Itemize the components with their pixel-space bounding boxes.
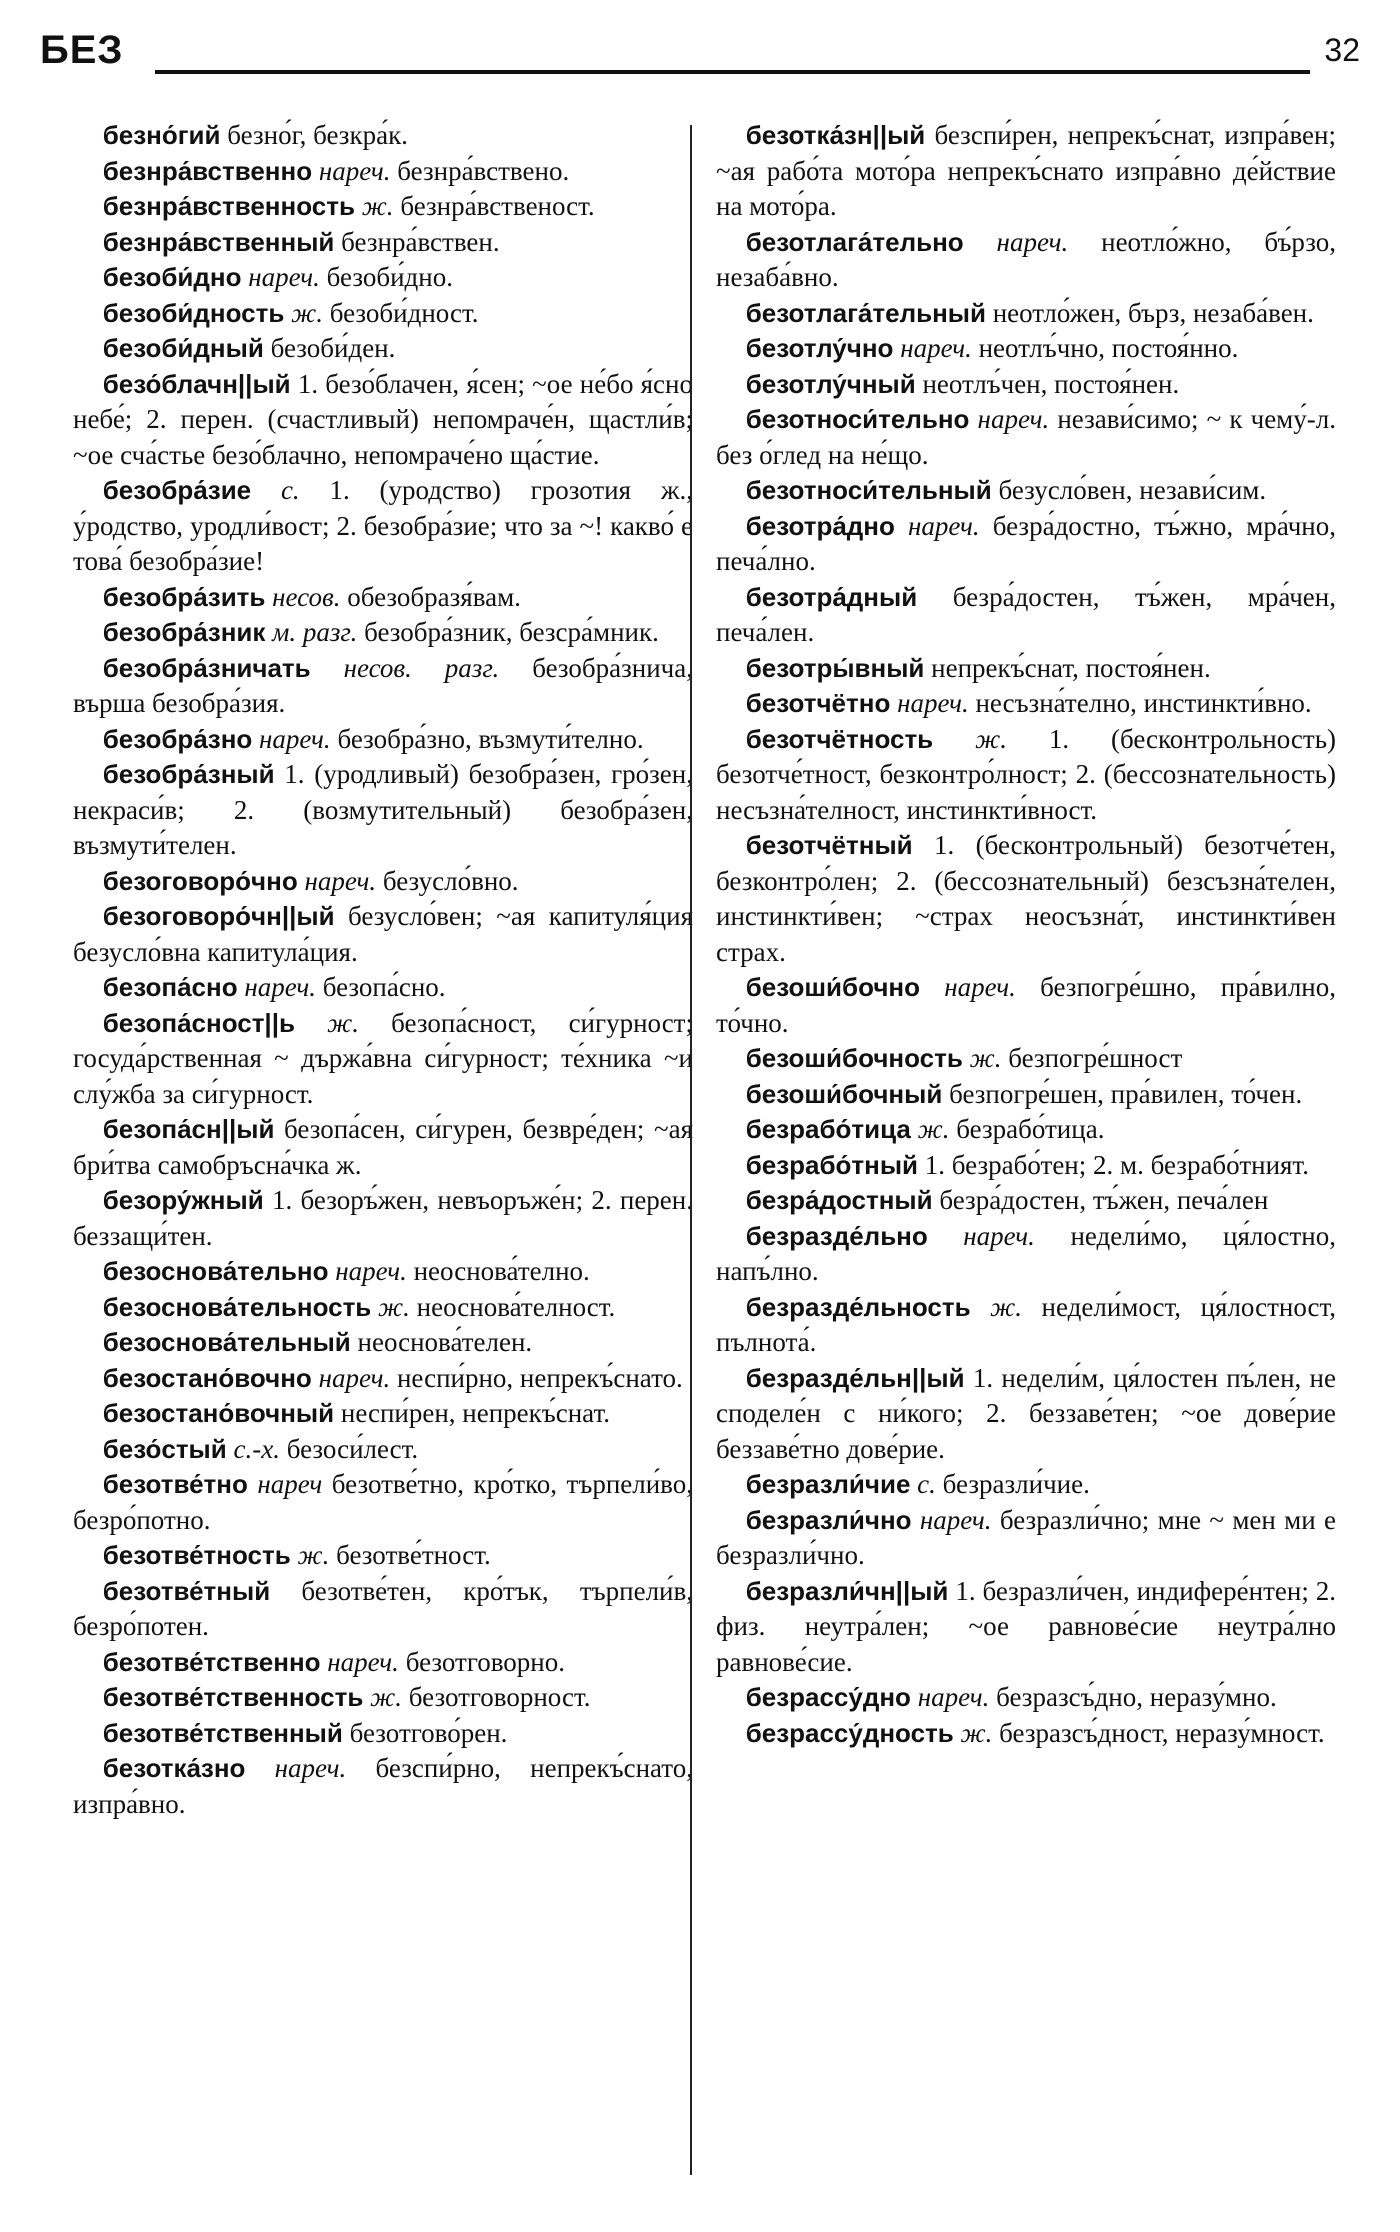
grammar-label: нареч. — [893, 333, 972, 363]
headword: безотве́тный — [102, 1575, 271, 1606]
dictionary-entry — [716, 1148, 1336, 1184]
grammar-label: нареч. — [245, 1753, 347, 1783]
dictionary-entry — [716, 1503, 1336, 1574]
definition: безспи́рно, непрекъ́снато, изпра́вно. — [73, 1753, 693, 1819]
definition: безразли́чие. — [935, 1469, 1090, 1499]
headword: безнра́вственный — [102, 226, 335, 257]
dictionary-entry — [73, 1645, 693, 1681]
definition: безобра́зник, безсра́мник. — [357, 617, 659, 647]
headword: безобра́зный — [102, 759, 275, 789]
definition: безно́г, безкра́к. — [220, 120, 408, 150]
page-number: 32 — [1324, 32, 1360, 68]
headword: безразде́льность — [745, 1291, 971, 1322]
definition: безотве́тен, кро́тък, търпели́в, безро́потен. — [73, 1575, 693, 1641]
definition: неспи́рно, непрекъ́снато. — [390, 1362, 683, 1393]
definition: безопа́сен, си́гурен, безвре́ден; ~ая бри́тва самобръсна́чка ж. — [73, 1114, 693, 1180]
dictionary-entry — [716, 1077, 1336, 1113]
definition: безоби́ден. — [263, 333, 396, 363]
grammar-label: нареч. — [252, 723, 331, 754]
headword: безору́жный — [102, 1185, 264, 1215]
headword: безотноси́тельный — [745, 475, 992, 505]
definition: неоснова́телно. — [406, 1256, 590, 1286]
definition: безрабо́тица. — [949, 1114, 1105, 1144]
dictionary-entry — [73, 296, 693, 332]
definition: 1. (бесконтрольный) безотче́тен, безконтро́лен; 2. (бессознательный) безсъзна́телен, инстинкти́вен; ~страх неосъзна́т, инстинкти́вен страх. — [716, 830, 1336, 967]
definition: 1. недели́м, ця́лостен пъ́лен, не споделе́н с ни́кого; 2. беззаве́тен; ~ое дове́рие беззаве́тно дове́рие. — [716, 1362, 1336, 1464]
grammar-label: несов. — [265, 581, 341, 612]
headword: безотлага́тельный — [745, 297, 986, 328]
headword: безобра́зник — [102, 617, 266, 647]
definition: недели́мо, ця́лостно, напъ́лно. — [716, 1220, 1337, 1286]
definition: неоснова́телност. — [409, 1291, 616, 1322]
headword: безотчётный — [745, 830, 913, 860]
header-rule — [155, 70, 1310, 74]
definition: 1. безрабо́тен; 2. м. безрабо́тният. — [918, 1149, 1309, 1180]
definition: безотве́тност. — [329, 1540, 491, 1570]
dictionary-entry — [73, 118, 693, 154]
headword: безнра́вственно — [102, 155, 313, 186]
headword: безоби́дный — [102, 333, 264, 363]
grammar-label: м. разг. — [265, 617, 358, 647]
headword: безра́достный — [745, 1185, 933, 1215]
dictionary-entry — [73, 1361, 693, 1397]
headword: безнра́вственность — [102, 191, 355, 221]
dictionary-entry — [716, 1183, 1336, 1219]
dictionary-entry — [716, 1574, 1336, 1681]
column-divider — [690, 125, 692, 2175]
definition: безнра́вственост. — [393, 191, 595, 221]
headword: безрассу́дность — [745, 1717, 954, 1748]
dictionary-entry — [716, 367, 1336, 403]
dictionary-entry — [716, 1361, 1336, 1468]
dictionary-entry — [73, 580, 693, 616]
definition: безра́достен, тъ́жен, печа́лен — [932, 1185, 1269, 1215]
dictionary-entry — [716, 828, 1336, 970]
definition: незави́симо; ~ к чему́-л. без о́глед на не́що. — [716, 404, 1336, 470]
dictionary-entry — [716, 509, 1336, 580]
dictionary-entry — [716, 1467, 1336, 1503]
grammar-label: нареч. — [241, 262, 320, 292]
definition: 1. безо́блачен, я́сен; ~ое не́бо я́сно небе́; 2. перен. (счастливый) непомраче́н, щастли́в; ~ое сча́стье безо́блачно, непомраче́но ща́стие. — [73, 368, 693, 470]
dictionary-entry — [73, 722, 693, 758]
grammar-label: ж. — [962, 1043, 1002, 1073]
headword: безотве́тно — [102, 1469, 248, 1499]
definition: неотло́жен, бърз, незаба́вен. — [985, 297, 1314, 328]
definition: безнра́вствен. — [334, 226, 500, 257]
dictionary-entry — [716, 118, 1336, 225]
grammar-label: нареч. — [894, 510, 980, 541]
page-header — [40, 24, 1360, 84]
dictionary-entry — [73, 1006, 693, 1113]
dictionary-entry — [716, 473, 1336, 509]
definition: безусло́вен; ~ая капитуля́ция безусло́вна капитула́ция. — [73, 901, 693, 967]
headword: безо́стый — [102, 1433, 227, 1464]
dictionary-entry — [716, 651, 1336, 687]
definition: безпогре́шност — [1001, 1043, 1183, 1073]
headword: безобра́зить — [102, 581, 266, 612]
dictionary-entry — [73, 1396, 693, 1432]
dictionary-entry — [73, 189, 693, 225]
definition: безра́достно, тъ́жно, мра́чно, печа́лно. — [716, 510, 1337, 576]
dictionary-entry — [716, 296, 1336, 332]
definition: безпогре́шен, пра́вилен, то́чен. — [942, 1078, 1303, 1109]
grammar-label: нареч. — [311, 1362, 391, 1393]
headword: безотчётность — [745, 723, 934, 754]
dictionary-entry — [73, 1574, 693, 1645]
headword: безоговоро́чно — [102, 865, 298, 896]
dictionary-entry — [716, 580, 1336, 651]
dictionary-entry — [73, 367, 693, 474]
dictionary-entry — [716, 1290, 1336, 1361]
headword: безотлага́тельно — [745, 226, 964, 257]
dictionary-entry — [73, 1467, 693, 1538]
headword: безоснова́тельность — [102, 1291, 372, 1322]
definition: несъзна́телно, инстинкти́вно. — [968, 688, 1312, 718]
definition: безспи́рен, непрекъ́снат, изпра́вен; ~ая рабо́та мото́ра непрекъ́снато изпра́вно де́йствие на мото́ра. — [716, 120, 1336, 221]
definition: безобра́знича, върша безобра́зия. — [73, 652, 693, 718]
grammar-label: ж. — [290, 1540, 330, 1570]
grammar-label: нареч. — [927, 1220, 1035, 1251]
headword: безразли́чно — [745, 1504, 912, 1535]
headword: безразде́льно — [745, 1220, 928, 1251]
dictionary-entry — [73, 154, 693, 190]
headword: безобра́зие — [102, 475, 252, 505]
grammar-label: ж. — [371, 1291, 410, 1322]
headword: безразли́чн||ый — [745, 1575, 949, 1606]
headword: безотчётно — [745, 688, 891, 718]
definition: безра́достен, тъ́жен, мра́чен, печа́лен. — [716, 581, 1336, 647]
dictionary-entry — [73, 651, 693, 722]
headword: безразли́чие — [745, 1469, 911, 1499]
dictionary-entry — [73, 1432, 693, 1468]
headword: безотлу́чно — [745, 333, 894, 363]
grammar-label: нареч. — [920, 972, 1016, 1002]
definition: безнра́вствено. — [390, 155, 570, 186]
definition: 1. безразли́чен, индифере́нтен; 2. физ. неутра́лен; ~ое равнове́сие неутра́лно равнове́сие. — [716, 1575, 1336, 1677]
definition: 1. безоръ́жен, невъоръже́н; 2. перен. беззащи́тен. — [73, 1185, 693, 1251]
definition: неоснова́телен. — [350, 1327, 533, 1357]
headword: безопа́сн||ый — [102, 1114, 275, 1144]
definition: безусло́вен, незави́сим. — [991, 475, 1267, 505]
headword: безотка́зно — [102, 1753, 246, 1783]
dictionary-entry — [716, 1219, 1336, 1290]
definition: безобра́зно, възмути́телно. — [330, 723, 644, 754]
grammar-label: с. — [910, 1469, 936, 1499]
definition: неотлъ́чен, постоя́нен. — [915, 368, 1180, 399]
headword: безотры́вный — [745, 652, 925, 683]
grammar-label: нареч. — [969, 404, 1050, 434]
dictionary-entry — [716, 1680, 1336, 1716]
headword: безоши́бочность — [745, 1043, 963, 1073]
dictionary-entry — [73, 615, 693, 651]
dictionary-entry — [73, 473, 693, 580]
definition: безоси́лест. — [279, 1433, 419, 1464]
definition: безопа́сно. — [315, 972, 446, 1002]
dictionary-entry — [716, 1716, 1336, 1752]
headword: безно́гий — [102, 120, 221, 150]
definition: безоби́дно. — [319, 262, 453, 292]
headword: безостано́вочный — [102, 1398, 335, 1428]
dictionary-entry — [73, 1254, 693, 1290]
definition: безопа́сност, си́гурност; госуда́рственная ~ държа́вна си́гурност; те́хника ~и слу́жба за си́гурност. — [73, 1007, 693, 1109]
grammar-label: нареч. — [890, 688, 969, 718]
definition: безразсъ́дно, неразу́мно. — [989, 1682, 1277, 1712]
dictionary-entry — [73, 1112, 693, 1183]
dictionary-entry — [73, 1290, 693, 1326]
definition: безразсъ́дност, неразу́мност. — [992, 1717, 1325, 1748]
definition: безоби́дност. — [322, 297, 479, 328]
dictionary-entry — [73, 757, 693, 864]
grammar-label: с. — [251, 475, 300, 505]
dictionary-entry — [73, 899, 693, 970]
headword: безоби́дность — [102, 297, 285, 328]
definition: безотгово́рен. — [342, 1717, 508, 1748]
headword: безоши́бочно — [745, 972, 920, 1002]
right-column — [716, 118, 1336, 1751]
grammar-label: нареч. — [911, 1504, 992, 1535]
grammar-label: ж. — [284, 297, 323, 328]
dictionary-entry — [716, 970, 1336, 1041]
grammar-label: ж. — [363, 1682, 402, 1712]
dictionary-entry — [73, 331, 693, 367]
headword: безоби́дно — [102, 262, 242, 292]
headword: безостано́вочно — [102, 1362, 312, 1393]
headword: безотра́дно — [745, 510, 895, 541]
headword: безрассу́дно — [745, 1682, 911, 1712]
headword: безотноси́тельно — [745, 404, 970, 434]
left-column — [73, 118, 693, 1822]
headword: безотве́тность — [102, 1540, 291, 1570]
definition: 1. (уродство) грозотия ж., у́родство, уродли́вост; 2. безобра́зие; что за ~! какво́ е това́ безобра́зие! — [73, 475, 693, 576]
dictionary-entry — [716, 686, 1336, 722]
grammar-label: нареч. — [297, 865, 377, 896]
definition: безпогре́шно, пра́вилно, то́чно. — [716, 972, 1336, 1038]
headword: безоши́бочный — [745, 1078, 943, 1109]
definition: неспи́рен, непрекъ́снат. — [334, 1398, 610, 1428]
headword: безобра́зно — [102, 723, 253, 754]
grammar-label: с.-х. — [226, 1433, 280, 1464]
definition: 1. (уродливый) безобра́зен, гро́зен, некраси́в; 2. (возмутительный) безобра́зен, възмути́телен. — [73, 759, 693, 860]
definition: безотговорно. — [398, 1646, 565, 1677]
headword: безоснова́тельно — [102, 1256, 329, 1286]
grammar-label: нареч. — [963, 226, 1069, 257]
headword: безотве́тственность — [102, 1682, 364, 1712]
definition: безотве́тно, кро́тко, търпели́во, безро́потно. — [73, 1469, 693, 1535]
grammar-label: несов. разг. — [310, 652, 500, 683]
headword: безо́блачн||ый — [102, 368, 291, 399]
dictionary-entry — [73, 225, 693, 261]
definition: неотлъ́чно, постоя́нно. — [971, 333, 1239, 363]
dictionary-entry — [73, 1325, 693, 1361]
grammar-label: нареч. — [312, 155, 391, 186]
headword: безотве́тственный — [102, 1717, 343, 1748]
grammar-label: нареч — [247, 1469, 323, 1499]
dictionary-entry — [716, 225, 1336, 296]
grammar-label: ж. — [910, 1114, 950, 1144]
headword: безрабо́тица — [745, 1114, 911, 1144]
dictionary-entry — [716, 1041, 1336, 1077]
dictionary-entry — [716, 1112, 1336, 1148]
headword: безобра́зничать — [102, 652, 311, 683]
headword: безопа́сност||ь — [102, 1007, 295, 1038]
grammar-label: ж. — [933, 723, 1007, 754]
definition: 1. (бесконтрольность) безотче́тност, безконтро́лност; 2. (бессознательность) несъзна́телност, инстинкти́вност. — [716, 723, 1336, 825]
grammar-label: нареч. — [910, 1682, 990, 1712]
dictionary-entry — [716, 722, 1336, 829]
grammar-label: нареч. — [237, 972, 316, 1002]
headword: безопа́сно — [102, 972, 238, 1002]
dictionary-entry — [73, 864, 693, 900]
headword: безотра́дный — [745, 581, 918, 612]
headword: безоснова́тельный — [102, 1327, 351, 1357]
grammar-label: ж. — [294, 1007, 359, 1038]
headword: безотка́зн||ый — [745, 120, 926, 150]
grammar-label: ж. — [970, 1291, 1023, 1322]
guide-word: БЕЗ — [40, 28, 124, 72]
dictionary-entry — [73, 1538, 693, 1574]
dictionary-entry — [73, 1751, 693, 1822]
dictionary-entry — [73, 1183, 693, 1254]
dictionary-entry — [716, 331, 1336, 367]
definition: недели́мост, ця́лостност, пълнота́. — [716, 1291, 1336, 1357]
dictionary-entry — [716, 402, 1336, 473]
grammar-label: нареч. — [320, 1646, 399, 1677]
definition: неотло́жно, бъ́рзо, незаба́вно. — [716, 226, 1336, 292]
grammar-label: ж. — [354, 191, 394, 221]
headword: безразде́льн||ый — [745, 1362, 965, 1393]
definition: непрекъ́снат, постоя́нен. — [924, 652, 1211, 683]
dictionary-entry — [73, 970, 693, 1006]
headword: безотлу́чный — [745, 368, 916, 399]
dictionary-entry — [73, 260, 693, 296]
definition: безотговорност. — [402, 1682, 591, 1712]
headword: безотве́тственно — [102, 1646, 321, 1677]
definition: обезобразя́вам. — [340, 581, 521, 612]
definition: безразли́чно; мне ~ мен ми е безразли́чно. — [716, 1504, 1336, 1570]
grammar-label: ж. — [953, 1717, 993, 1748]
dictionary-entry — [73, 1680, 693, 1716]
dictionary-entry — [73, 1716, 693, 1752]
definition: безусло́вно. — [376, 865, 519, 896]
headword: безрабо́тный — [745, 1149, 919, 1180]
headword: безоговоро́чн||ый — [102, 901, 335, 931]
grammar-label: нареч. — [328, 1256, 407, 1286]
